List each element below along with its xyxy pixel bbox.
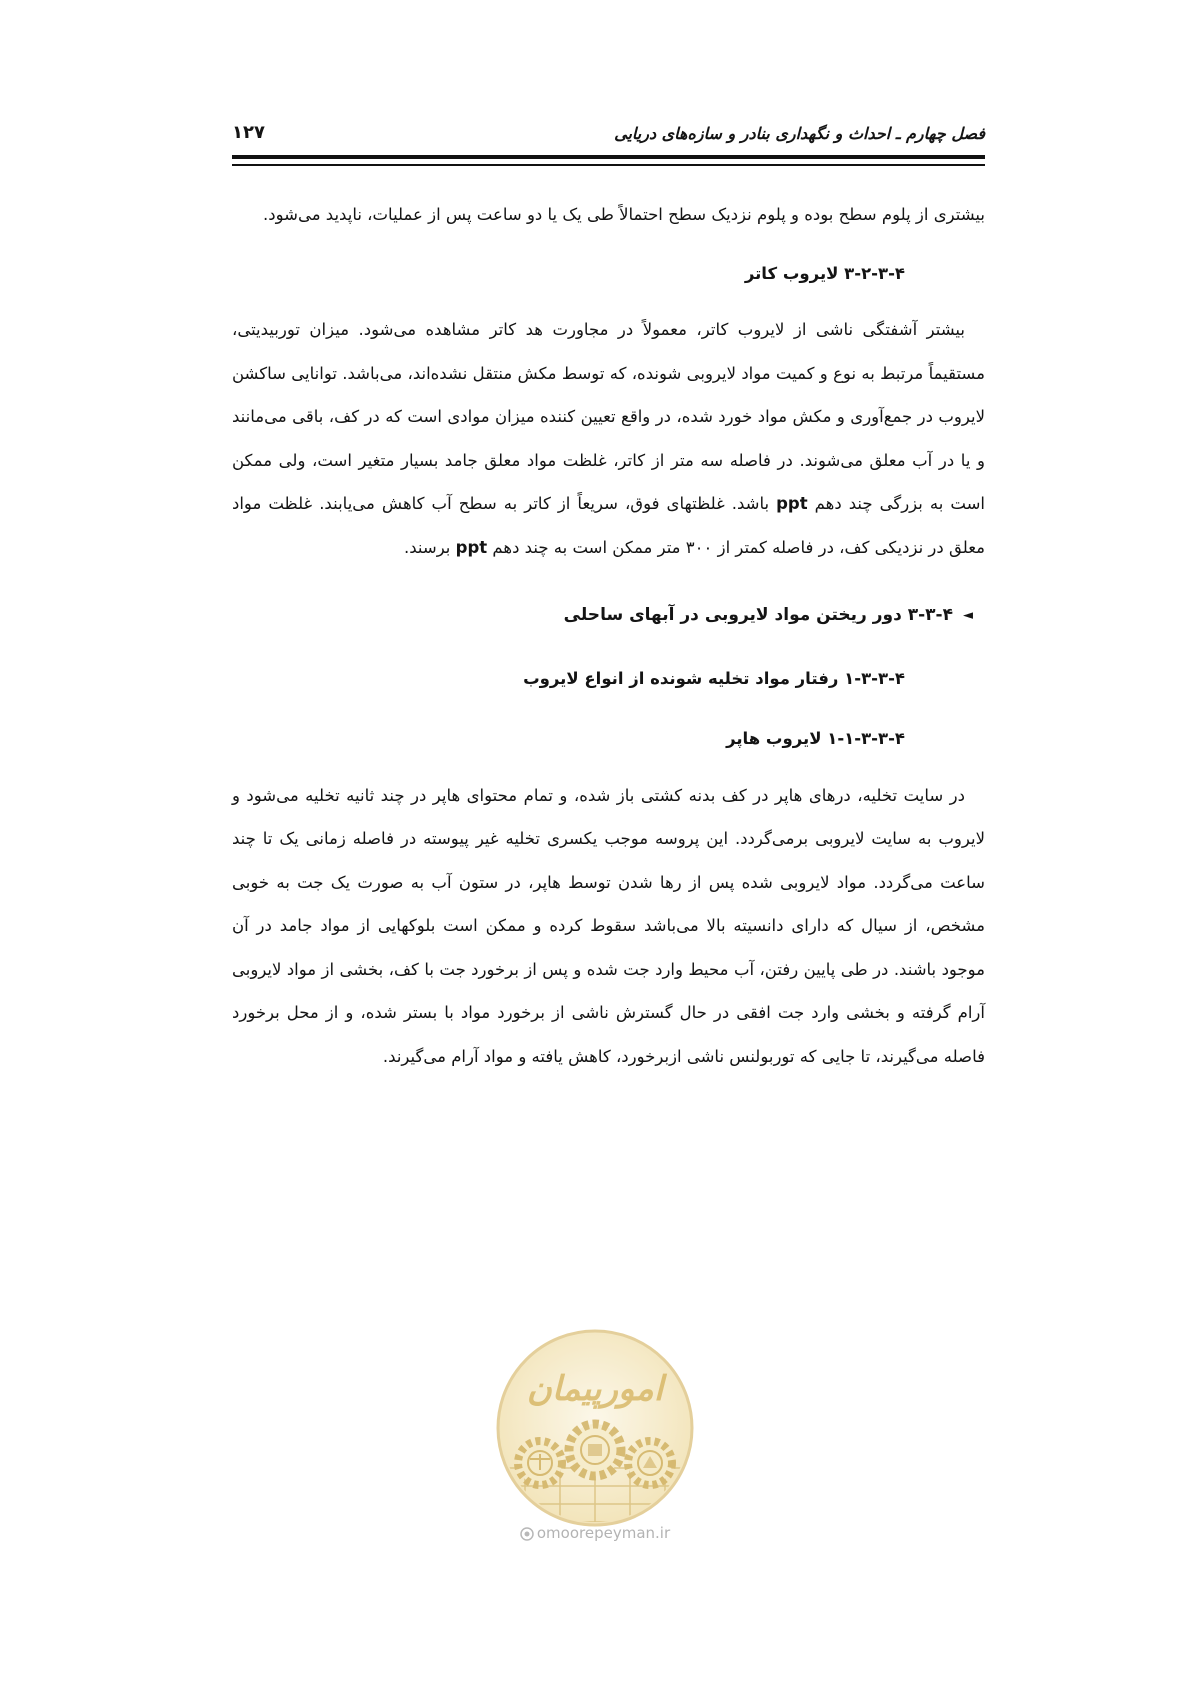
unit-ppt: ppt <box>455 537 488 557</box>
section-heading-disposal <box>232 594 985 639</box>
gear-icon <box>628 1441 672 1485</box>
section-title: لایروب هاپر <box>726 729 822 748</box>
web-icon <box>520 1527 534 1541</box>
section-heading-hopper <box>232 717 985 761</box>
gear-icon <box>518 1441 562 1485</box>
paragraph-text-segment: باشد. غلظتهای فوق، سریعاً از کاتر به سطح آب کاهش می‌یابند. غلظت مواد معلق در نزدیکی کف، در فاصله کمتر از ۳۰۰ متر ممکن است به چند دهم <box>232 494 985 557</box>
chapter-title: فصل چهارم ـ احداث و نگهداری بنادر و سازه‌های دریایی <box>614 124 985 143</box>
paragraph-text-segment: بیشتر آشفتگی ناشی از لایروب کاتر، معمولاً در مجاورت هد کاتر مشاهده می‌شود. میزان توربیدیتی، مستقیماً مرتبط به نوع و کمیت مواد لایروبی شونده، که توسط مکش منتقل نشده‌اند، می‌باشد. توانایی ساکشن لایروب در جمع‌آوری و مکش مواد خورد شده، در واقع تعیین کننده میزان موادی است که در کف، باقی می‌مانند و یا در آب معلق می‌شوند. در فاصله سه متر از کاتر، غلظت مواد معلق جامد بسیار متغیر است، ولی ممکن است به بزرگی چند دهم <box>232 320 985 513</box>
watermark-url-text: omoorepeyman.ir <box>536 1524 671 1542</box>
gear-icon <box>569 1424 621 1476</box>
running-header <box>232 122 985 152</box>
section-number: ۴-۳-۳-۱-۱ <box>827 729 905 748</box>
section-heading-cutter <box>232 252 985 296</box>
section-title: لایروب کاتر <box>744 263 839 283</box>
section-number: ۴-۳-۲-۳ <box>844 263 905 283</box>
cutter-paragraph <box>232 308 985 569</box>
header-rule-thick <box>232 155 985 159</box>
section-heading-behavior <box>232 657 985 701</box>
header-rule-thin <box>232 164 985 166</box>
page-body <box>232 193 985 1078</box>
watermark-url <box>445 1524 745 1542</box>
hopper-paragraph: در سایت تخلیه، درهای هاپر در کف بدنه کشتی باز شده، و تمام محتوای هاپر در چند ثانیه تخلیه می‌شود و لایروب به سایت لایروبی برمی‌گردد. این پروسه موجب یکسری تخلیه غیر پیوسته در فاصله زمانی یک تا چند ساعت می‌گردد. مواد لایروبی شده پس از رها شدن توسط هاپر، در ستون آب به صورت یک جت به خوبی مشخص، از سیال که دارای دانسیته بالا می‌باشد سقوط کرده و ممکن است بلوکهایی از مواد جامد در آن موجود باشند. در طی پایین رفتن، آب محیط وارد جت شده و پس از برخورد جت با کف، بخشی از مواد لایروبی آرام گرفته و بخشی وارد جت افقی در حال گسترش ناشی از برخورد مواد با بستر شده، و از محل برخورد فاصله می‌گیرند، تا جایی که توربولنس ناشی ازبرخورد، کاهش یافته و مواد آرام می‌گیرند. <box>232 785 985 1066</box>
paragraph-text-segment: برسند. <box>403 537 456 557</box>
intro-paragraph: بیشتری از پلوم سطح بوده و پلوم نزدیک سطح احتمالاً طی یک یا دو ساعت پس از عملیات، ناپدید می‌شود. <box>263 205 985 224</box>
section-number: ۴-۳-۳-۱ <box>844 668 905 688</box>
triangle-bullet-icon: ◄ <box>963 608 973 623</box>
unit-ppt: ppt <box>776 494 808 513</box>
page-number: ۱۲۷ <box>232 122 265 143</box>
section-number: ۴-۳-۳ <box>907 605 953 625</box>
logo-lettering: امورپیمان <box>526 1369 664 1409</box>
section-title: دور ریختن مواد لایروبی در آبهای ساحلی <box>563 605 902 625</box>
section-title: رفتار مواد تخلیه شونده از انواع لایروب <box>523 668 839 688</box>
logo-watermark <box>485 1318 705 1538</box>
